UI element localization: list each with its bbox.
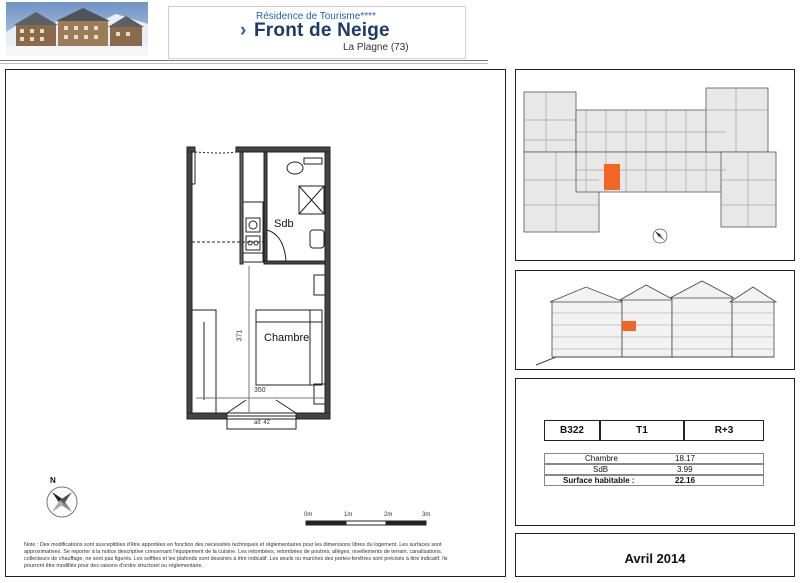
divider [0,60,488,61]
surface-total-label: Surface habitable : [563,476,635,485]
surface-row [544,464,764,475]
location: La Plagne (73) [343,42,409,53]
unit-level: R+3 [684,420,764,441]
unit-highlight-plan [604,164,620,190]
disclaimer-note: Note : Des modifications sont susceptibles d'être apportées en fonction des nécessités techniques et réglementaires pour les dimensions libres du logement. Les surfaces sont approximatives. Se reporter à la notice descriptive concernant l'équipement de la cuisine. Les retombées, retombées de poutres, allèges, nivellements de terrain, canalisations, collecteurs de chauffage, ne sont pas figurés. Les soffites et les plafonds sont dessinés à titre indicatif. Les seuils ou marches des portes-fenêtres sont précisés à titre indicatif. Ils pourront être modifiés pour des raisons d'ordre structurel ou réglementaire. [24,542,448,569]
unit-info-panel [515,378,795,526]
surface-row [544,453,764,464]
surface-room: Chambre [585,454,618,463]
divider [0,63,488,64]
scale-label-2: 2m [384,512,393,518]
site-plan-panel [515,69,795,261]
dimension-width: 350 [254,387,266,394]
scale-label-0: 0m [304,512,313,518]
room-label-chambre: Chambre [264,332,310,344]
dimension-depth: 371 [236,329,244,342]
surface-room: SdB [593,465,609,474]
floor-plan-panel [5,69,506,577]
plan-date: Avril 2014 [624,551,686,566]
compass-icon [47,487,77,517]
compass-north-label: N [50,476,56,485]
unit-type: T1 [600,420,684,441]
room-label-sdb: Sdb [274,218,294,230]
scale-label-1: 1m [344,512,353,518]
chevron-right-icon: › [240,20,247,41]
compass-icon [653,229,667,243]
dimension-window: all: 42 [254,420,271,426]
surface-area: 18.17 [675,454,696,463]
unit-highlight-elevation [622,321,636,331]
surface-area: 3.99 [677,465,693,474]
surface-total-row [544,475,764,486]
surface-total-area: 22.16 [675,476,696,485]
brand-name: Front de Neige [254,20,390,41]
scale-label-3: 3m [422,512,431,518]
elevation-panel [515,270,795,370]
residence-label: Résidence de Tourisme**** [256,11,376,22]
residence-photo [6,2,148,56]
lot-number: B322 [544,420,600,441]
